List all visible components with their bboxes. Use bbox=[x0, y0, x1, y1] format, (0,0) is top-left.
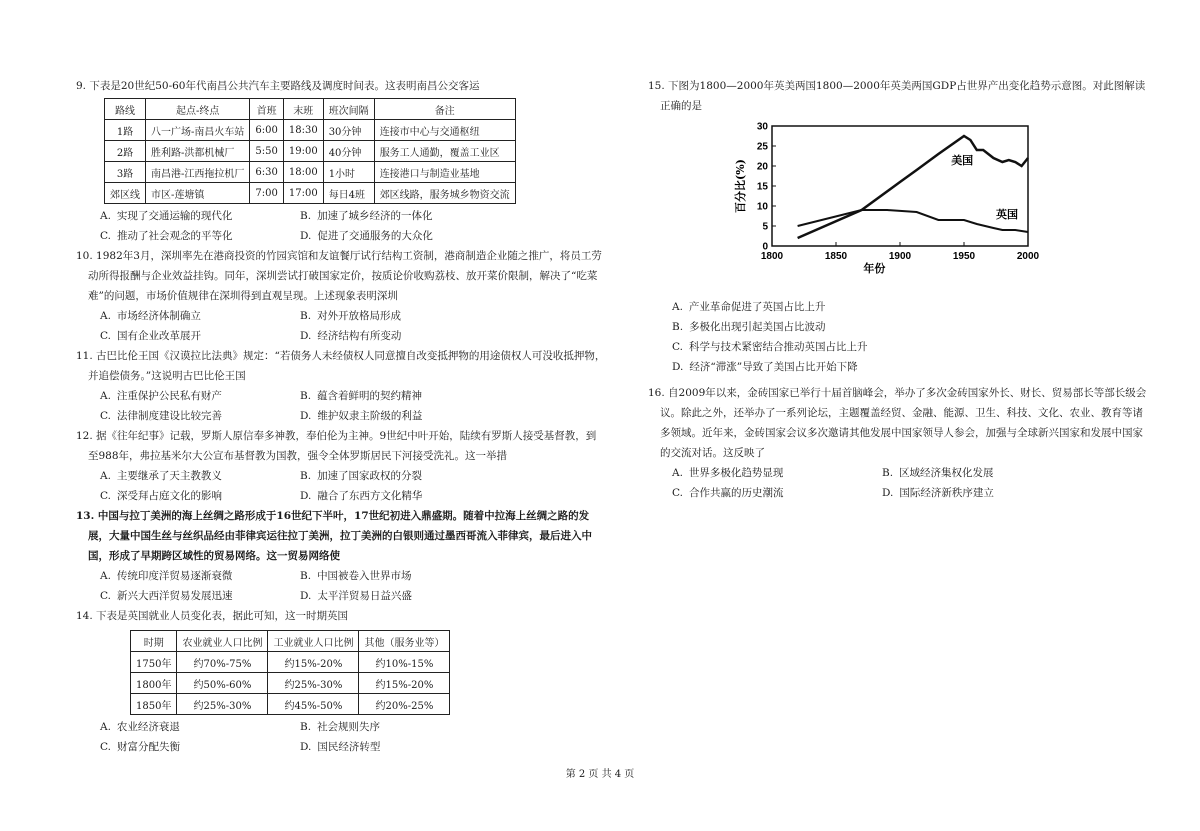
table-cell: 30分钟 bbox=[323, 120, 374, 141]
option-letter: A. bbox=[100, 470, 111, 482]
option-letter: C. bbox=[100, 230, 111, 242]
series-label: 美国 bbox=[951, 154, 974, 167]
option bbox=[300, 306, 606, 326]
option bbox=[300, 717, 606, 737]
table-header-cell: 农业就业人口比例 bbox=[177, 631, 268, 652]
option-letter: A. bbox=[100, 310, 111, 322]
option-text: 维护奴隶主阶级的利益 bbox=[317, 410, 423, 422]
question-13 bbox=[76, 506, 606, 606]
option bbox=[300, 566, 606, 586]
question-stem: 14. 下表是英国就业人员变化表，据此可知，这一时期英国 bbox=[76, 610, 349, 622]
option bbox=[100, 586, 300, 606]
table-cell: 约70%-75% bbox=[177, 652, 268, 673]
option-text: 国有企业改革展开 bbox=[117, 330, 201, 342]
option-letter: B. bbox=[672, 321, 684, 333]
option-text: 太平洋贸易日益兴盛 bbox=[317, 590, 412, 602]
option-text: 传统印度洋贸易逐渐衰微 bbox=[116, 570, 233, 582]
table-row bbox=[131, 652, 450, 673]
option bbox=[100, 486, 300, 506]
option bbox=[100, 737, 300, 757]
question-16 bbox=[648, 383, 1148, 503]
option-text: 法律制度建设比较完善 bbox=[117, 410, 222, 422]
x-tick-label: 1800 bbox=[760, 251, 784, 262]
option-text: 中国被卷入世界市场 bbox=[317, 570, 412, 582]
option-text: 国民经济转型 bbox=[317, 741, 381, 753]
table-cell: 连接港口与制造业基地 bbox=[374, 162, 515, 183]
option bbox=[100, 306, 300, 326]
table-cell: 1850年 bbox=[131, 694, 177, 715]
question-11 bbox=[76, 346, 606, 426]
option-text: 财富分配失衡 bbox=[117, 741, 180, 753]
option bbox=[882, 483, 1148, 503]
options bbox=[76, 386, 606, 426]
option-text: 主要继承了天主教教义 bbox=[116, 470, 222, 482]
option bbox=[100, 386, 300, 406]
option-text: 国际经济新秩序建立 bbox=[899, 487, 994, 499]
option bbox=[672, 317, 1148, 337]
option-letter: C. bbox=[100, 330, 111, 342]
option-letter: B. bbox=[300, 570, 312, 582]
table-cell: 市区-莲塘镇 bbox=[146, 183, 250, 204]
option-text: 产业革命促进了英国占比上升 bbox=[688, 301, 826, 313]
question-14 bbox=[76, 606, 606, 757]
options bbox=[648, 297, 1148, 377]
table-cell: 约20%-25% bbox=[359, 694, 450, 715]
option-letter: B. bbox=[300, 390, 312, 402]
option-letter: A. bbox=[100, 570, 111, 582]
table-cell: 5:50 bbox=[250, 141, 283, 162]
option bbox=[300, 386, 606, 406]
table-cell: 胜利路-洪都机械厂 bbox=[146, 141, 250, 162]
question-12 bbox=[76, 426, 606, 506]
option-text: 新兴大西洋贸易发展迅速 bbox=[117, 590, 233, 602]
question-stem: 15. 下图为1800—2000年英美两国1800—2000年英美两国GDP占世界产出变化趋势示意图。对此图解读正确的是 bbox=[648, 80, 1146, 112]
question-stem: 10. 1982年3月，深圳率先在港商投资的竹园宾馆和友谊餐厅试行结构工资制，港商制造企业随之推广，将员工劳动所得报酬与企业效益挂钩。同年，深圳尝试打破国家定价，按质论价收购荔枝、放开菜价限制，解决了“吃菜难”的问题，市场价值规律在深圳得到直观呈现。上述现象表明深圳 bbox=[76, 250, 602, 302]
y-axis-label: 百分比(%) bbox=[734, 159, 747, 213]
option-letter: C. bbox=[100, 741, 111, 753]
option bbox=[300, 226, 606, 246]
x-tick-label: 1850 bbox=[824, 251, 848, 262]
table-cell: 2路 bbox=[105, 141, 146, 162]
option-text: 实现了交通运输的现代化 bbox=[116, 210, 233, 222]
option-letter: D. bbox=[882, 487, 894, 499]
table-cell: 1小时 bbox=[323, 162, 374, 183]
series-line-usa bbox=[798, 136, 1028, 238]
option-letter: C. bbox=[100, 590, 111, 602]
table-cell: 17:00 bbox=[283, 183, 323, 204]
left-column bbox=[76, 76, 606, 757]
option-text: 对外开放格局形成 bbox=[317, 310, 402, 322]
option bbox=[100, 566, 300, 586]
x-tick-label: 1950 bbox=[952, 251, 976, 262]
option bbox=[300, 486, 606, 506]
option bbox=[300, 326, 606, 346]
option-letter: B. bbox=[300, 210, 312, 222]
table-cell: 3路 bbox=[105, 162, 146, 183]
table-cell: 约25%-30% bbox=[268, 673, 359, 694]
option-letter: A. bbox=[672, 467, 683, 479]
options bbox=[76, 717, 606, 757]
gdp-share-chart bbox=[728, 120, 1148, 293]
option-letter: D. bbox=[300, 590, 312, 602]
table-header-cell: 备注 bbox=[374, 99, 515, 120]
table-row bbox=[105, 120, 516, 141]
table-header-cell: 时期 bbox=[131, 631, 177, 652]
option-letter: D. bbox=[672, 361, 684, 373]
option-letter: A. bbox=[100, 210, 111, 222]
option bbox=[672, 483, 882, 503]
option-text: 注重保护公民私有财产 bbox=[116, 390, 222, 402]
option-text: 深受拜占庭文化的影响 bbox=[117, 490, 222, 502]
table-cell: 1750年 bbox=[131, 652, 177, 673]
option-letter: A. bbox=[672, 301, 683, 313]
question-stem: 16. 自2009年以来，金砖国家已举行十届首脑峰会，举办了多次金砖国家外长、财长、贸易部长等部长级会议。除此之外，还举办了一系列论坛，主题覆盖经贸、金融、能源、卫生、科技、文化、农业、教育等诸多领域。近年来，金砖国家会议多次邀请其他发展中国家领导人参会，加强与全球新兴国家和发展中国家的交流对话。这反映了 bbox=[648, 387, 1147, 459]
option-text: 区域经济集权化发展 bbox=[899, 467, 994, 479]
y-tick-label: 20 bbox=[756, 161, 768, 173]
table-cell: 6:00 bbox=[250, 120, 283, 141]
option-letter: D. bbox=[300, 490, 312, 502]
option bbox=[672, 297, 1148, 317]
option bbox=[100, 406, 300, 426]
option bbox=[300, 586, 606, 606]
table-cell: 7:00 bbox=[250, 183, 283, 204]
question-stem: 9. 下表是20世纪50-60年代南昌公共汽车主要路线及调度时间表。这表明南昌公交客运 bbox=[76, 80, 480, 92]
option-text: 加速了国家政权的分裂 bbox=[317, 470, 423, 482]
x-axis-label: 年份 bbox=[863, 262, 886, 275]
table-cell: 南昌港-江西拖拉机厂 bbox=[146, 162, 250, 183]
table-cell: 约25%-30% bbox=[177, 694, 268, 715]
table-cell: 约15%-20% bbox=[268, 652, 359, 673]
option-text: 农业经济衰退 bbox=[116, 721, 180, 733]
table-header-cell: 末班 bbox=[283, 99, 323, 120]
option-letter: D. bbox=[300, 741, 312, 753]
table-cell: 18:00 bbox=[283, 162, 323, 183]
table-cell: 40分钟 bbox=[323, 141, 374, 162]
table-cell: 八一广场-南昌火车站 bbox=[146, 120, 250, 141]
gdp-share-chart-svg bbox=[728, 120, 1040, 290]
table-row bbox=[131, 673, 450, 694]
table-header-cell: 其他（服务业等） bbox=[359, 631, 450, 652]
table-cell: 服务工人通勤，覆盖工业区 bbox=[374, 141, 515, 162]
table-cell: 约10%-15% bbox=[359, 652, 450, 673]
table-header-cell: 起点-终点 bbox=[146, 99, 250, 120]
option-letter: C. bbox=[672, 487, 683, 499]
table-cell: 连接市中心与交通枢纽 bbox=[374, 120, 515, 141]
option-letter: B. bbox=[300, 310, 312, 322]
table-cell: 18:30 bbox=[283, 120, 323, 141]
table-cell: 约50%-60% bbox=[177, 673, 268, 694]
option bbox=[882, 463, 1148, 483]
table-header-cell: 首班 bbox=[250, 99, 283, 120]
option-letter: C. bbox=[100, 490, 111, 502]
y-tick-label: 5 bbox=[762, 221, 768, 233]
y-tick-label: 25 bbox=[756, 141, 768, 153]
table-cell: 郊区线 bbox=[105, 183, 146, 204]
y-tick-label: 10 bbox=[756, 201, 768, 213]
option-text: 多极化出现引起美国占比波动 bbox=[689, 321, 826, 333]
y-tick-label: 30 bbox=[756, 121, 768, 133]
option-letter: A. bbox=[100, 721, 111, 733]
question-stem: 12. 据《往年纪事》记载，罗斯人原信奉多神教，奉伯伦为主神。9世纪中叶开始，陆续有罗斯人接受基督教，到至988年，弗拉基米尔大公宣布基督教为国教，强令全体罗斯居民下河接受洗礼。这一举措 bbox=[76, 430, 597, 462]
option-letter: B. bbox=[300, 470, 312, 482]
table-row bbox=[131, 694, 450, 715]
question-9 bbox=[76, 76, 606, 246]
page-footer: 第 2 页 共 4 页 bbox=[565, 769, 635, 780]
table-cell: 6:30 bbox=[250, 162, 283, 183]
options bbox=[648, 463, 1148, 503]
question-stem: 13. 中国与拉丁美洲的海上丝绸之路形成于16世纪下半叶，17世纪初进入鼎盛期。随着中拉海上丝绸之路的发展，大量中国生丝与丝织品经由菲律宾运往拉丁美洲，拉丁美洲的白银则通过墨西哥流入菲律宾，最后进入中国，形成了早期跨区域性的贸易网络。这一贸易网络使 bbox=[76, 510, 592, 562]
options bbox=[76, 206, 606, 246]
table-header-cell: 路线 bbox=[105, 99, 146, 120]
option-letter: A. bbox=[100, 390, 111, 402]
x-tick-label: 2000 bbox=[1016, 251, 1040, 262]
table-cell: 每日4班 bbox=[323, 183, 374, 204]
table-row bbox=[105, 183, 516, 204]
table-cell: 约45%-50% bbox=[268, 694, 359, 715]
y-tick-label: 0 bbox=[762, 241, 768, 253]
option bbox=[300, 466, 606, 486]
table-header-cell: 班次间隔 bbox=[323, 99, 374, 120]
option-text: 合作共赢的历史潮流 bbox=[689, 487, 784, 499]
option-text: 经济结构有所变动 bbox=[317, 330, 402, 342]
options bbox=[76, 466, 606, 506]
option-letter: C. bbox=[100, 410, 111, 422]
option-text: 世界多极化趋势显现 bbox=[688, 467, 784, 479]
option bbox=[672, 357, 1148, 377]
option-text: 经济“滞涨”导致了美国占比开始下降 bbox=[689, 361, 858, 373]
table-row bbox=[105, 162, 516, 183]
table-cell: 郊区线路，服务城乡物资交流 bbox=[374, 183, 515, 204]
option-letter: D. bbox=[300, 230, 312, 242]
table-cell: 19:00 bbox=[283, 141, 323, 162]
option-letter: D. bbox=[300, 330, 312, 342]
option-letter: D. bbox=[300, 410, 312, 422]
options bbox=[76, 306, 606, 346]
option-text: 科学与技术紧密结合推动英国占比上升 bbox=[689, 341, 868, 353]
option-text: 蕴含着鲜明的契约精神 bbox=[317, 390, 423, 402]
option-text: 市场经济体制确立 bbox=[116, 310, 201, 322]
option-letter: C. bbox=[672, 341, 683, 353]
option bbox=[672, 463, 882, 483]
right-column bbox=[648, 76, 1148, 503]
x-tick-label: 1900 bbox=[888, 251, 912, 262]
option-text: 推动了社会观念的平等化 bbox=[117, 230, 233, 242]
option-letter: B. bbox=[300, 721, 312, 733]
option bbox=[300, 206, 606, 226]
option-text: 促进了交通服务的大众化 bbox=[317, 230, 433, 242]
question-15 bbox=[648, 76, 1148, 377]
option bbox=[100, 717, 300, 737]
options bbox=[76, 566, 606, 606]
y-tick-label: 15 bbox=[756, 181, 768, 193]
option bbox=[300, 737, 606, 757]
table-row bbox=[105, 141, 516, 162]
option bbox=[100, 326, 300, 346]
option bbox=[672, 337, 1148, 357]
option-text: 社会规则失序 bbox=[317, 721, 381, 733]
series-line-uk bbox=[798, 210, 1028, 232]
bus-route-table bbox=[104, 98, 516, 204]
option bbox=[300, 406, 606, 426]
table-cell: 1800年 bbox=[131, 673, 177, 694]
table-header-cell: 工业就业人口比例 bbox=[268, 631, 359, 652]
question-stem: 11. 古巴比伦王国《汉谟拉比法典》规定：“若债务人未经债权人同意擅自改变抵押物的用途债权人可没收抵押物，并追偿债务。”这说明古巴比伦王国 bbox=[76, 350, 606, 382]
series-label: 英国 bbox=[996, 208, 1018, 221]
table-cell: 约15%-20% bbox=[359, 673, 450, 694]
option bbox=[100, 466, 300, 486]
option-letter: B. bbox=[882, 467, 894, 479]
option-text: 融合了东西方文化精华 bbox=[317, 490, 423, 502]
option-text: 加速了城乡经济的一体化 bbox=[317, 210, 433, 222]
table-cell: 1路 bbox=[105, 120, 146, 141]
option bbox=[100, 206, 300, 226]
option bbox=[100, 226, 300, 246]
question-10 bbox=[76, 246, 606, 346]
employment-table bbox=[130, 630, 450, 715]
